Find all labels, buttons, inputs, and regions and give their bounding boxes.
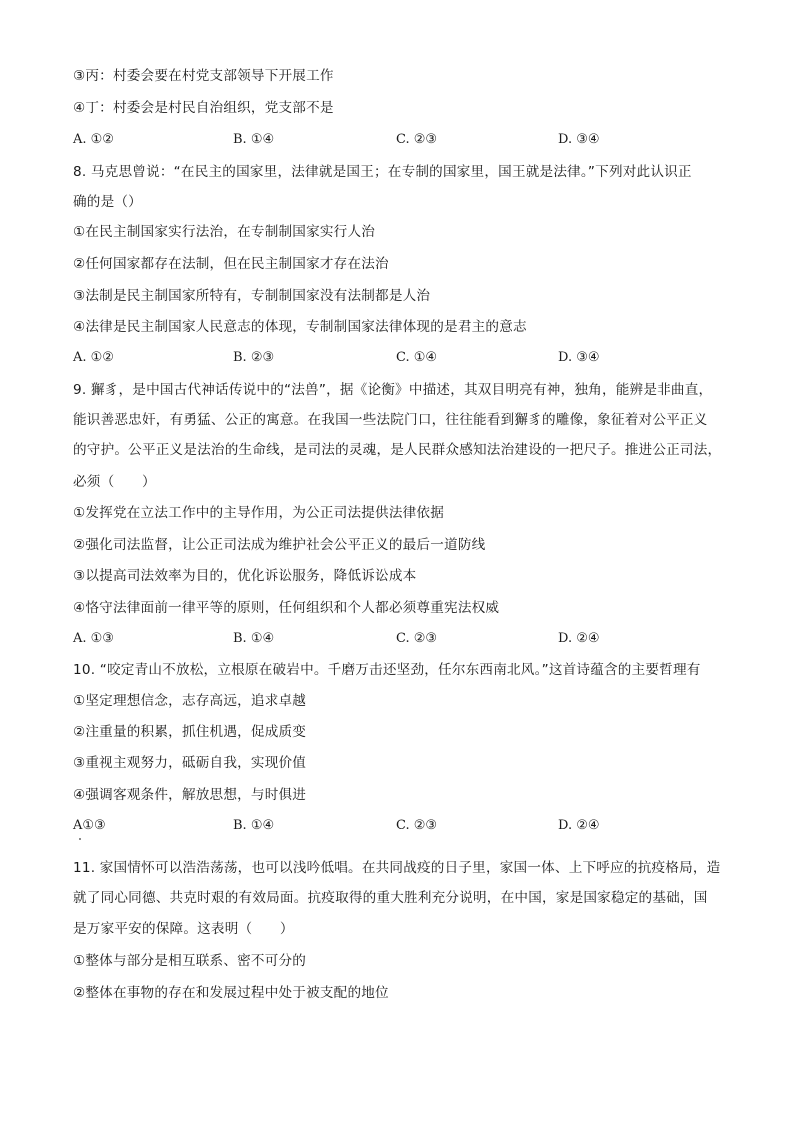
q7-option-c: C. ②③ <box>396 132 438 147</box>
q9-statement-2: ②强化司法监督，让公正司法成为维护社会公平正义的最后一道防线 <box>73 537 486 553</box>
q11-statement-1: ①整体与部分是相互联系、密不可分的 <box>73 953 307 969</box>
q9-statement-3: ③以提高司法效率为目的，优化诉讼服务，降低诉讼成本 <box>73 568 417 584</box>
q10-statement-1: ①坚定理想信念，志存高远，追求卓越 <box>73 693 307 709</box>
q8-statement-1: ①在民主制国家实行法治，在专制制国家实行人治 <box>73 224 376 240</box>
q7-statement-4: ④丁：村委会是村民自治组织，党支部不是 <box>73 100 334 116</box>
q10-stem-line-1: 10. “咬定青山不放松，立根原在破岩中。千磨万击还坚劲，任尔东西南北风。”这首诗蕴含的主要哲理有 <box>73 662 701 678</box>
q9-stem-line-4: 必须（ ） <box>73 474 156 490</box>
q10-statement-2: ②注重量的积累，抓住机遇，促成质变 <box>73 724 307 740</box>
q8-statement-2: ②任何国家都存在法制，但在民主制国家才存在法治 <box>73 256 389 272</box>
q9-option-a: A. ①③ <box>73 631 114 646</box>
q9-stem-line-3: 的守护。公平正义是法治的生命线，是司法的灵魂，是人民群众感知法治建设的一把尺子。推进公正司法， <box>73 442 722 458</box>
q9-option-c: C. ②③ <box>396 631 438 646</box>
q9-statement-1: ①发挥党在立法工作中的主导作用，为公正司法提供法律依据 <box>73 505 445 521</box>
q7-option-d: D. ③④ <box>558 132 600 147</box>
q11-statement-2: ②整体在事物的存在和发展过程中处于被支配的地位 <box>73 985 389 1001</box>
q10-option-d: D. ②④ <box>558 818 600 833</box>
q9-option-d: D. ②④ <box>558 631 600 646</box>
q9-stem-line-2: 能识善恶忠奸，有勇猛、公正的寓意。在我国一些法院门口，往往能看到獬豸的雕像，象征着对公平正义 <box>73 412 708 428</box>
q10-option-b: B. ①④ <box>233 818 275 833</box>
q8-option-b: B. ②③ <box>233 350 275 365</box>
q11-stem-line-1: 11. 家国情怀可以浩浩荡荡，也可以浅吟低唱。在共同战疫的日子里，家国一体、上下呼应的抗疫格局，造 <box>73 860 721 876</box>
q8-stem-line-2: 确的是（） <box>73 194 142 210</box>
q9-stem-line-1: 9. 獬豸，是中国古代神话传说中的“法兽”，据《论衡》中描述，其双目明亮有神，独角，能辨是非曲直， <box>73 382 713 398</box>
q11-stem-line-2: 就了同心同德、共克时艰的有效局面。抗疫取得的重大胜利充分说明，在中国，家是国家稳定的基础，国 <box>73 890 708 906</box>
q10-statement-3: ③重视主观努力，砥砺自我，实现价值 <box>73 755 307 771</box>
q9-option-b: B. ①④ <box>233 631 275 646</box>
q11-stem-line-3: 是万家平安的保障。这表明（ ） <box>73 921 294 937</box>
q8-statement-4: ④法律是民主制国家人民意志的体现，专制制国家法律体现的是君主的意志 <box>73 319 527 335</box>
q8-stem-line-1: 8. 马克思曾说：“在民主的国家里，法律就是国王；在专制的国家里，国王就是法律。”下列对此认识正 <box>73 164 692 180</box>
q9-statement-4: ④恪守法律面前一律平等的原则，任何组织和个人都必须尊重宪法权威 <box>73 600 500 616</box>
q8-option-d: D. ③④ <box>558 350 600 365</box>
q10-option-a: A①③ <box>73 818 106 833</box>
q7-option-a: A. ①② <box>73 132 114 147</box>
q8-option-c: C. ①④ <box>396 350 438 365</box>
q8-statement-3: ③法制是民主制国家所特有，专制制国家没有法制都是人治 <box>73 288 431 304</box>
q10-statement-4: ④强调客观条件，解放思想，与时俱进 <box>73 787 307 803</box>
q7-statement-3: ③丙：村委会要在村党支部领导下开展工作 <box>73 68 334 84</box>
q7-option-b: B. ①④ <box>233 132 275 147</box>
q8-option-a: A. ①② <box>73 350 114 365</box>
q10-option-c: C. ②③ <box>396 818 438 833</box>
stray-dot-mark <box>79 838 81 840</box>
